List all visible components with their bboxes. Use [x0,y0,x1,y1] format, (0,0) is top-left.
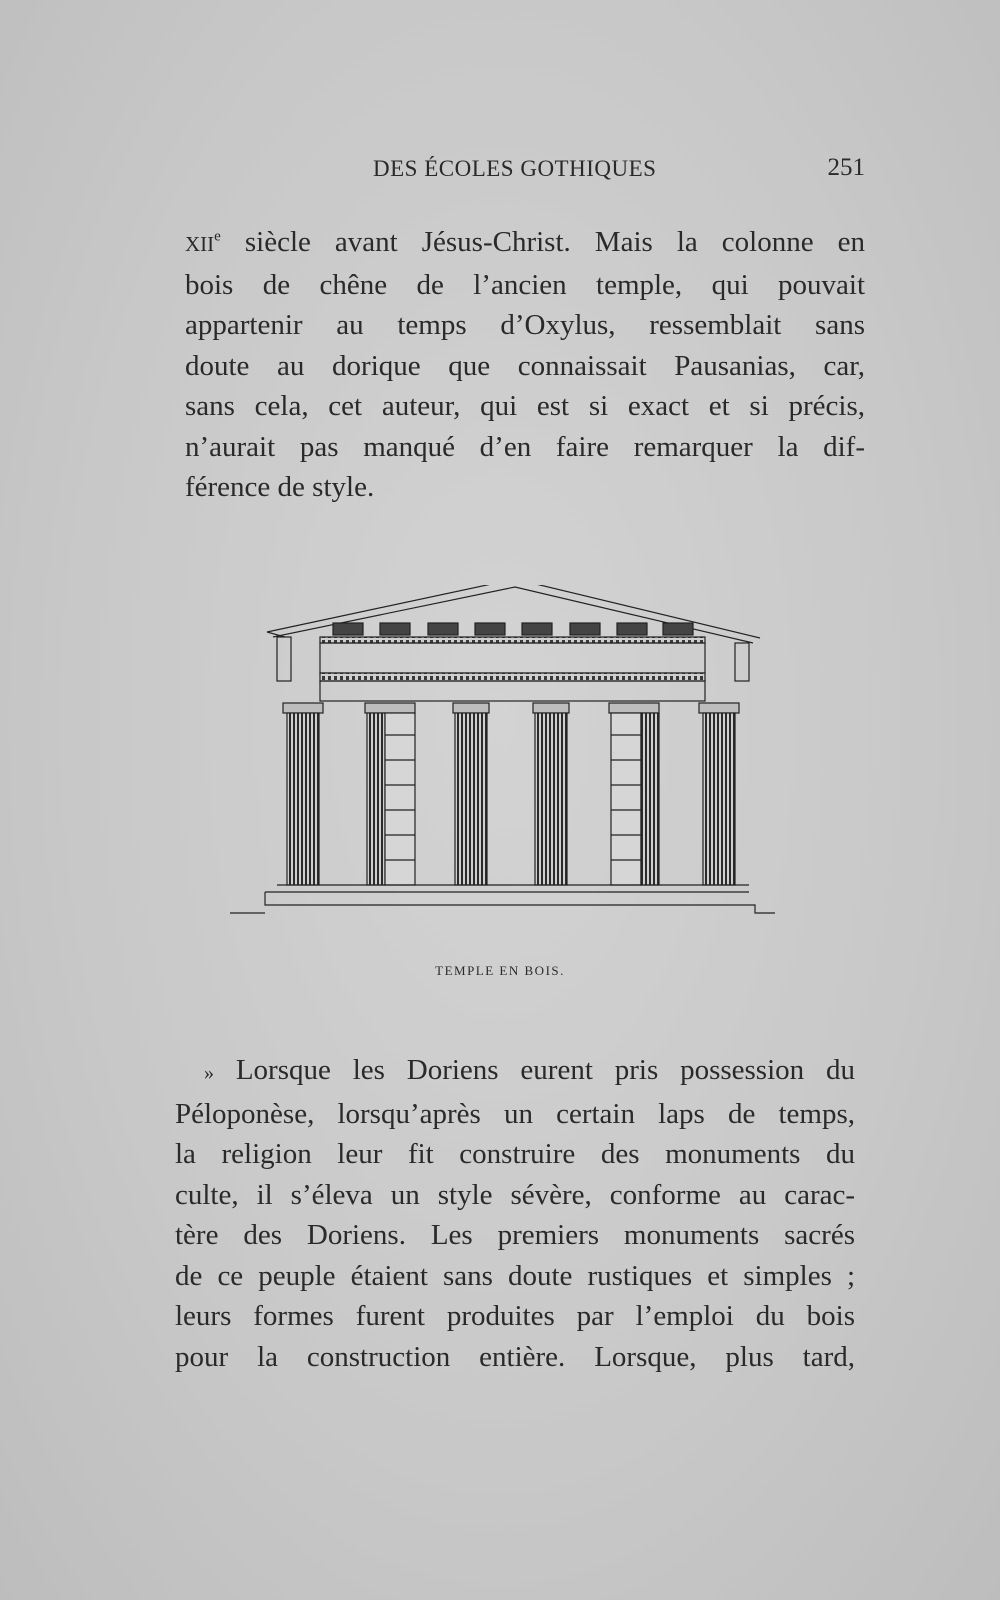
text-line: pour la construction entière. Lorsque, plus tard, [175,1340,855,1373]
quote-mark: » [204,1062,214,1084]
figure-caption: TEMPLE EN BOIS. [435,963,565,978]
temple-illustration [225,585,795,945]
text-line: sans cela, cet auteur, qui est si exact et si précis, [185,390,865,422]
text-line: férence de style. [185,471,375,503]
text-line: leurs formes furent produites par l’emploi du bois [175,1300,855,1332]
paragraph-quotation [175,1050,855,1377]
century-numeral: XII [185,232,215,256]
text-line: de ce peuple étaient sans doute rustiques et simples ; [175,1259,855,1292]
text-line: doute au dorique que connaissait Pausanias, car, [185,349,865,382]
running-title: DES ÉCOLES GOTHIQUES [373,156,657,181]
ordinal-superscript: e [214,228,221,245]
page-number: 251 [827,154,865,181]
text-line: la religion leur fit construire des monuments du [175,1138,855,1170]
text-line: n’aurait pas manqué d’en faire remarquer la dif- [185,430,865,463]
text-line: bois de chêne de l’ancien temple, qui pouvait [185,268,865,301]
text-line: XIIe siècle avant Jésus-Christ. Mais la colonne en [185,226,865,258]
text-line: culte, il s’éleva un style sévère, conforme au carac- [175,1178,855,1211]
text-line: » Lorsque les Doriens eurent pris possession du [204,1054,855,1086]
page-header [185,152,865,192]
text-line: Péloponèse, lorsqu’après un certain laps de temps, [175,1097,855,1130]
paragraph-continued [185,222,865,508]
text-line: tère des Doriens. Les premiers monuments sacrés [175,1219,855,1251]
text-line: appartenir au temps d’Oxylus, ressemblait sans [185,309,865,341]
